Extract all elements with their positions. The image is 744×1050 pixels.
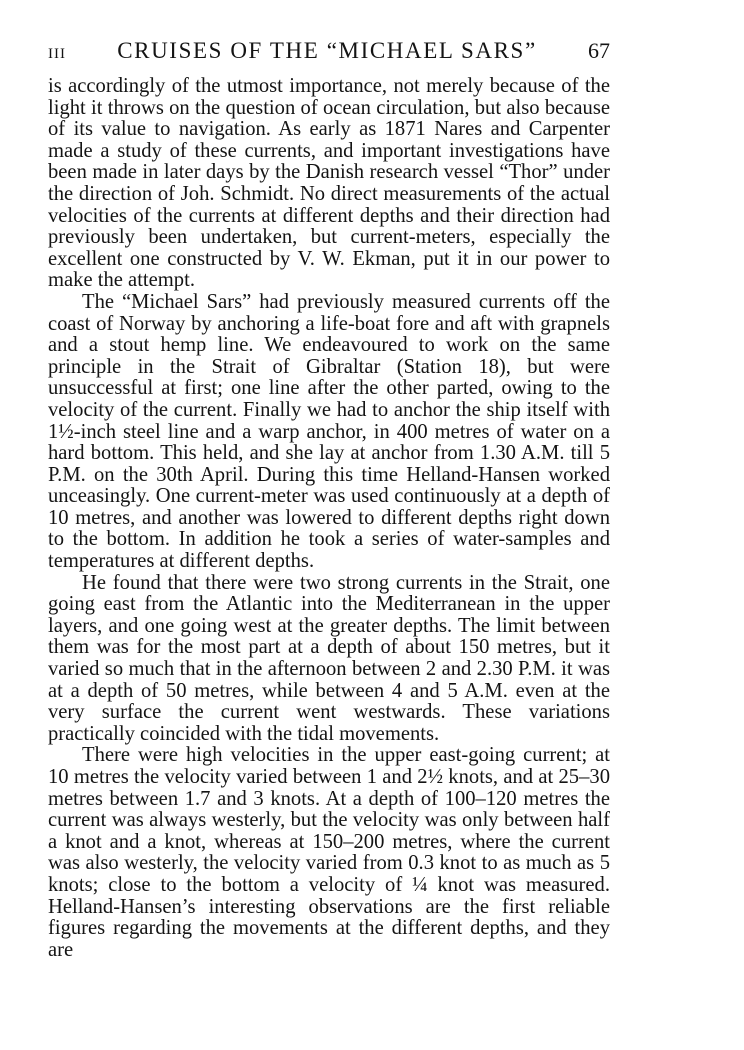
paragraph-continuation: is accordingly of the utmost importance, not merely because of the light it throws on the question of ocean circulation, but also because of its value to navigation. As early as 1871 Nares and Carpenter made a study of these currents, and important investigations have been made in later days by the Danish research vessel “Thor” under the direction of Joh. Schmidt. No direct measurements of the actual velocities of the currents at different depths and their direction had previously been undertaken, but current-meters, especially the excellent one constructed by V. W. Ekman, put it in our power to make the attempt.	[48, 75, 610, 292]
paragraph-velocities: There were high velocities in the upper east-going current; at 10 metres the velocity varied between 1 and 2½ knots, and at 25–30 metres between 1.7 and 3 knots. At a depth of 100–120 metres the current was always westerly, but the velocity was only between half a knot and a knot, whereas at 150–200 metres, where the current was also westerly, the velocity varied from 0.3 knot to as much as 5 knots; close to the bottom a velocity of ¼ knot was measured. Helland-Hansen’s interesting observations are the first reliable figures regarding the movements at the different depths, and they are	[48, 744, 610, 961]
running-header	[48, 38, 610, 78]
chapter-number: III	[48, 46, 66, 62]
paragraph-two-currents: He found that there were two strong currents in the Strait, one going east from the Atlantic into the Mediterranean in the upper layers, and one going west at the greater depths. The limit between them was for the most part at a depth of about 150 metres, but it varied so much that in the afternoon between 2 and 2.30 P.M. it was at a depth of 50 metres, while between 4 and 5 A.M. even at the very surface the current went westwards. These variations practically coincided with the tidal movements.	[48, 571, 610, 745]
body-text	[48, 76, 610, 961]
running-title: CRUISES OF THE “MICHAEL SARS”	[117, 38, 537, 63]
paragraph-michael-sars-currents: The “Michael Sars” had previously measured currents off the coast of Norway by anchoring a life-boat fore and aft with grapnels and a stout hemp line. We endeavoured to work on the same principle in the Strait of Gibraltar (Station 18), but were unsuccessful at first; one line after the other parted, owing to the velocity of the current. Finally we had to anchor the ship itself with 1½-inch steel line and a warp anchor, in 400 metres of water on a hard bottom. This held, and she lay at anchor from 1.30 A.M. till 5 P.M. on the 30th April. During this time Helland-Hansen worked unceasingly. One current-meter was used continuously at a depth of 10 metres, and another was lowered to different depths right down to the bottom. In addition he took a series of water-samples and temperatures at different depths.	[48, 290, 610, 573]
page-number: 67	[588, 38, 610, 63]
